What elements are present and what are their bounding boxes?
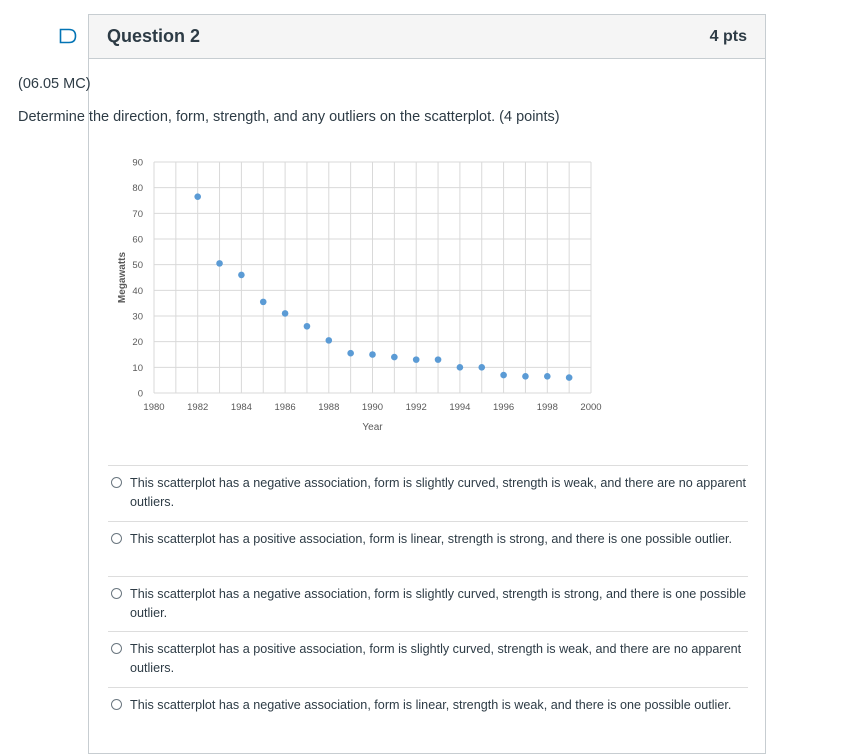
- data-point: [347, 350, 354, 357]
- data-point: [457, 364, 464, 371]
- y-tick-label: 90: [132, 157, 143, 169]
- x-axis-label: Year: [362, 422, 383, 433]
- question-header: [89, 15, 765, 59]
- radio-button[interactable]: [111, 533, 122, 544]
- x-tick-label: 1992: [405, 402, 427, 413]
- y-tick-label: 20: [132, 337, 143, 349]
- answer-label: This scatterplot has a negative association, form is slightly curved, strength is strong, and there is one possible outlier.: [130, 587, 747, 620]
- data-point: [500, 372, 507, 379]
- x-tick-label: 1996: [493, 402, 515, 413]
- radio-button[interactable]: [111, 699, 122, 710]
- answer-label: This scatterplot has a positive association, form is linear, strength is strong, and there is one possible outlier.: [130, 532, 733, 546]
- x-tick-label: 1980: [143, 402, 165, 413]
- data-point: [478, 364, 485, 371]
- y-tick-label: 10: [132, 362, 143, 374]
- radio-button[interactable]: [111, 588, 122, 599]
- answer-option-3[interactable]: [108, 576, 748, 631]
- answer-option-5[interactable]: [108, 687, 748, 735]
- x-tick-label: 1984: [230, 402, 252, 413]
- data-point: [435, 356, 442, 363]
- data-point: [260, 299, 267, 306]
- answer-label: This scatterplot has a negative association, form is slightly curved, strength is weak, and there are no apparent outliers.: [130, 476, 747, 509]
- answer-list: [108, 465, 748, 735]
- data-point: [413, 356, 420, 363]
- data-point: [522, 373, 529, 380]
- x-tick-label: 1982: [187, 402, 209, 413]
- x-tick-label: 1990: [361, 402, 384, 413]
- x-tick-label: 2000: [580, 402, 602, 413]
- question-points: 4 pts: [709, 28, 747, 45]
- x-tick-label: 1986: [274, 402, 296, 413]
- data-point: [216, 260, 223, 267]
- data-point: [326, 337, 333, 344]
- data-point: [544, 373, 551, 380]
- data-point: [238, 272, 245, 279]
- question-title: Question 2: [107, 26, 201, 46]
- question-code: (06.05 MC): [18, 76, 91, 92]
- answer-label: This scatterplot has a positive association, form is slightly curved, strength is weak, and there are no apparent outliers.: [130, 642, 742, 675]
- data-point: [282, 310, 289, 317]
- y-tick-label: 80: [132, 183, 143, 195]
- flag-question-icon[interactable]: [59, 28, 77, 44]
- data-point: [566, 374, 573, 381]
- y-tick-label: 60: [132, 234, 143, 246]
- x-tick-label: 1998: [536, 402, 558, 413]
- y-axis-label: Megawatts: [117, 251, 128, 304]
- y-tick-label: 70: [132, 208, 143, 220]
- data-point: [391, 354, 398, 361]
- data-point: [194, 193, 201, 200]
- data-point: [304, 323, 311, 330]
- y-tick-label: 0: [137, 388, 143, 400]
- data-point: [369, 351, 376, 358]
- radio-button[interactable]: [111, 477, 122, 488]
- radio-button[interactable]: [111, 643, 122, 654]
- y-tick-label: 30: [132, 311, 143, 323]
- answer-option-2[interactable]: [108, 521, 748, 576]
- y-tick-label: 50: [132, 260, 143, 272]
- answer-label: This scatterplot has a negative association, form is linear, strength is weak, and there is one possible outlier.: [130, 698, 732, 712]
- x-tick-label: 1988: [318, 402, 340, 413]
- x-tick-label: 1994: [449, 402, 471, 413]
- question-prompt: Determine the direction, form, strength, and any outliers on the scatterplot. (4 points): [18, 109, 560, 125]
- scatterplot-chart: [112, 150, 612, 440]
- answer-option-1[interactable]: [108, 465, 748, 521]
- y-tick-label: 40: [132, 285, 143, 297]
- answer-option-4[interactable]: [108, 631, 748, 687]
